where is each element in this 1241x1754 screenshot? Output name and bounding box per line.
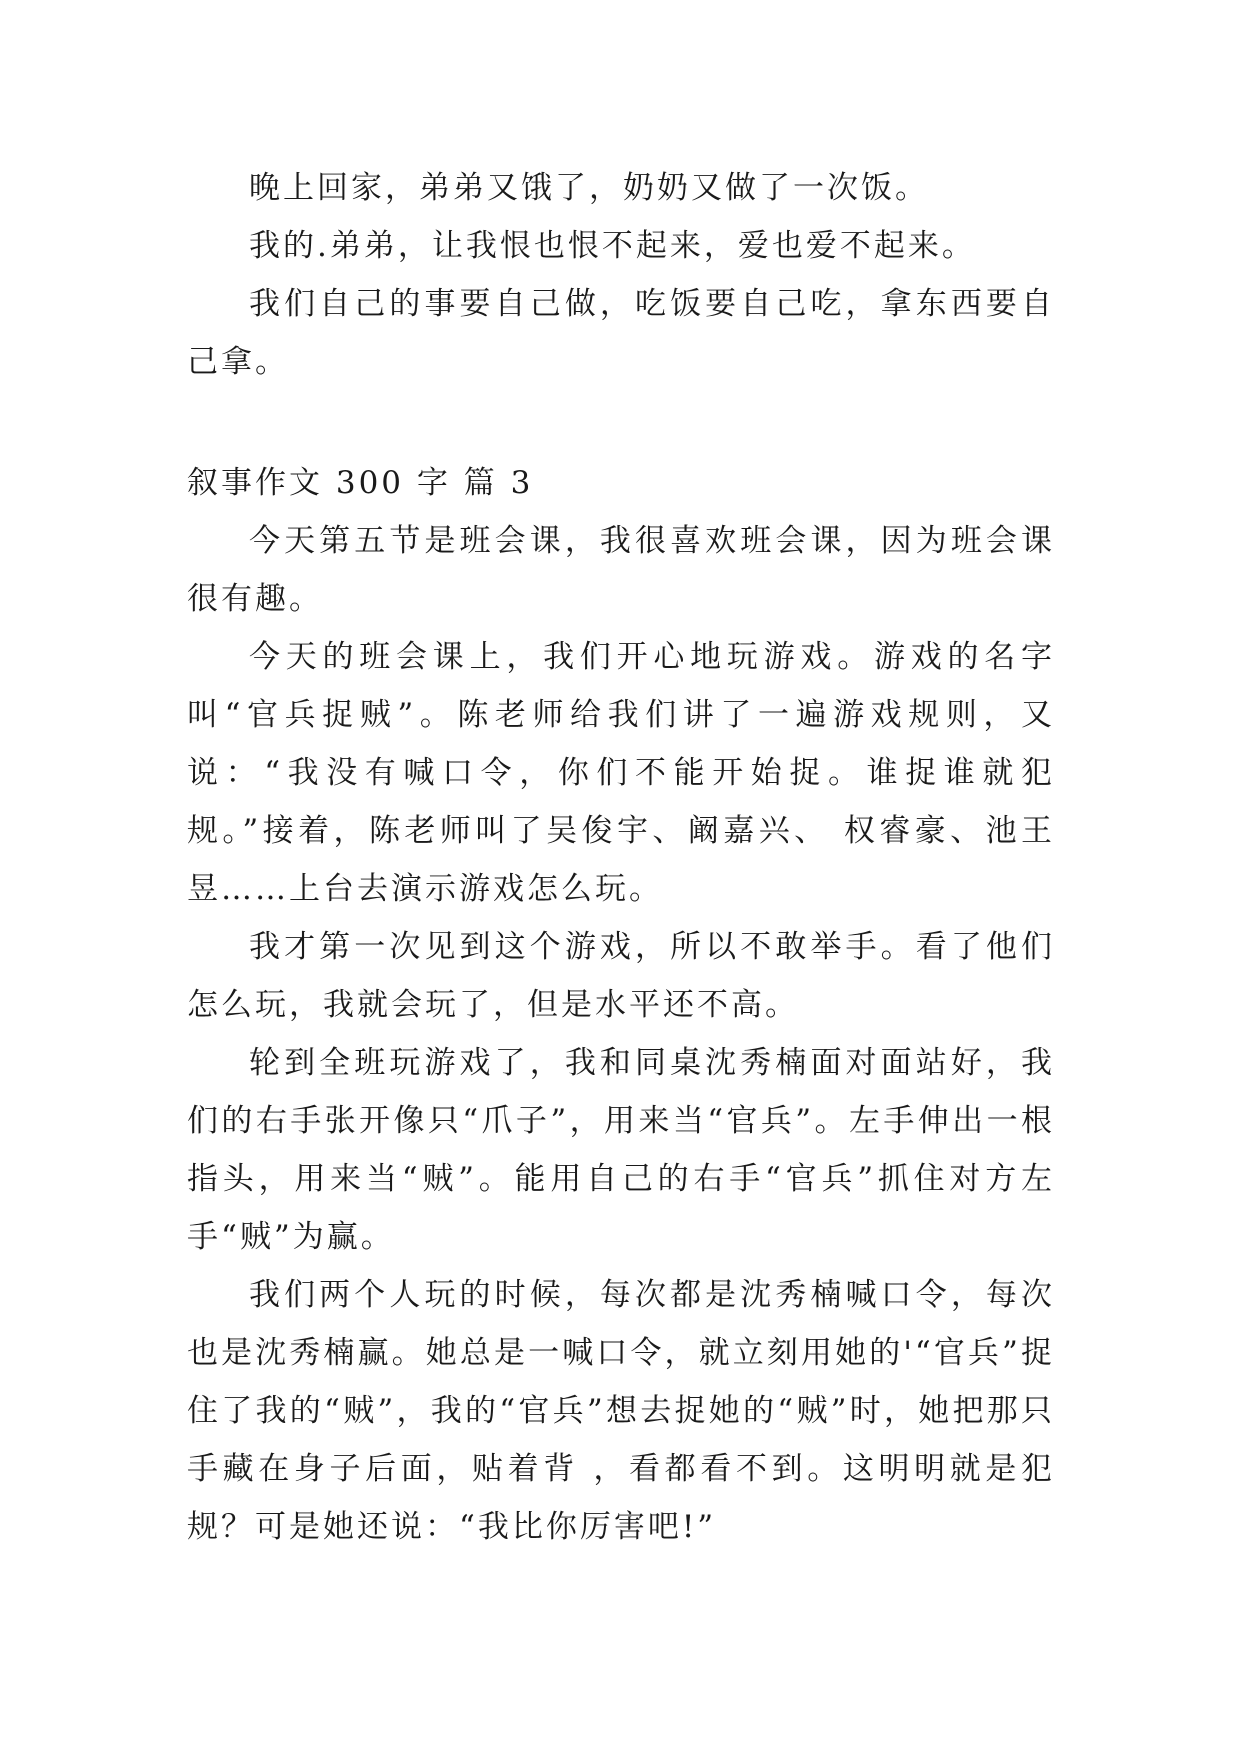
paragraph: 我才第一次见到这个游戏，所以不敢举手。看了他们怎么玩，我就会玩了，但是水平还不高。 <box>187 929 1055 1023</box>
intro-text <box>187 159 1055 391</box>
paragraph: 晚上回家，弟弟又饿了，奶奶又做了一次饭。 <box>249 170 929 206</box>
paragraph: 我的.弟弟，让我恨也恨不起来，爱也爱不起来。 <box>249 228 976 264</box>
section-title: 叙事作文 300 字 篇 3 <box>187 465 534 501</box>
paragraph: 轮到全班玩游戏了，我和同桌沈秀楠面对面站好，我们的右手张开像只“爪子”，用来当“官兵”。左手伸出一根指头，用来当“贼”。能用自己的右手“官兵”抓住对方左手“贼”为赢。 <box>187 1045 1055 1255</box>
paragraph: 我们自己的事要自己做，吃饭要自己吃，拿东西要自己拿。 <box>187 286 1055 380</box>
essay-section <box>187 454 1055 1556</box>
paragraph: 我们两个人玩的时候，每次都是沈秀楠喊口令，每次也是沈秀楠赢。她总是一喊口令，就立刻用她的'“官兵”捉住了我的“贼”，我的“官兵”想去捉她的“贼”时，她把那只手藏在身子后面，贴着背 ，看都看不到。这明明就是犯规？可是她还说：“我比你厉害吧!” <box>187 1277 1055 1545</box>
paragraph: 今天的班会课上，我们开心地玩游戏。游戏的名字叫“官兵捉贼”。陈老师给我们讲了一遍游戏规则，又说：“我没有喊口令，你们不能开始捉。谁捉谁就犯规。”接着，陈老师叫了吴俊宇、阚嘉兴、 权睿豪、池王昱……上台去演示游戏怎么玩。 <box>187 639 1055 907</box>
paragraph: 今天第五节是班会课，我很喜欢班会课，因为班会课很有趣。 <box>187 523 1055 617</box>
